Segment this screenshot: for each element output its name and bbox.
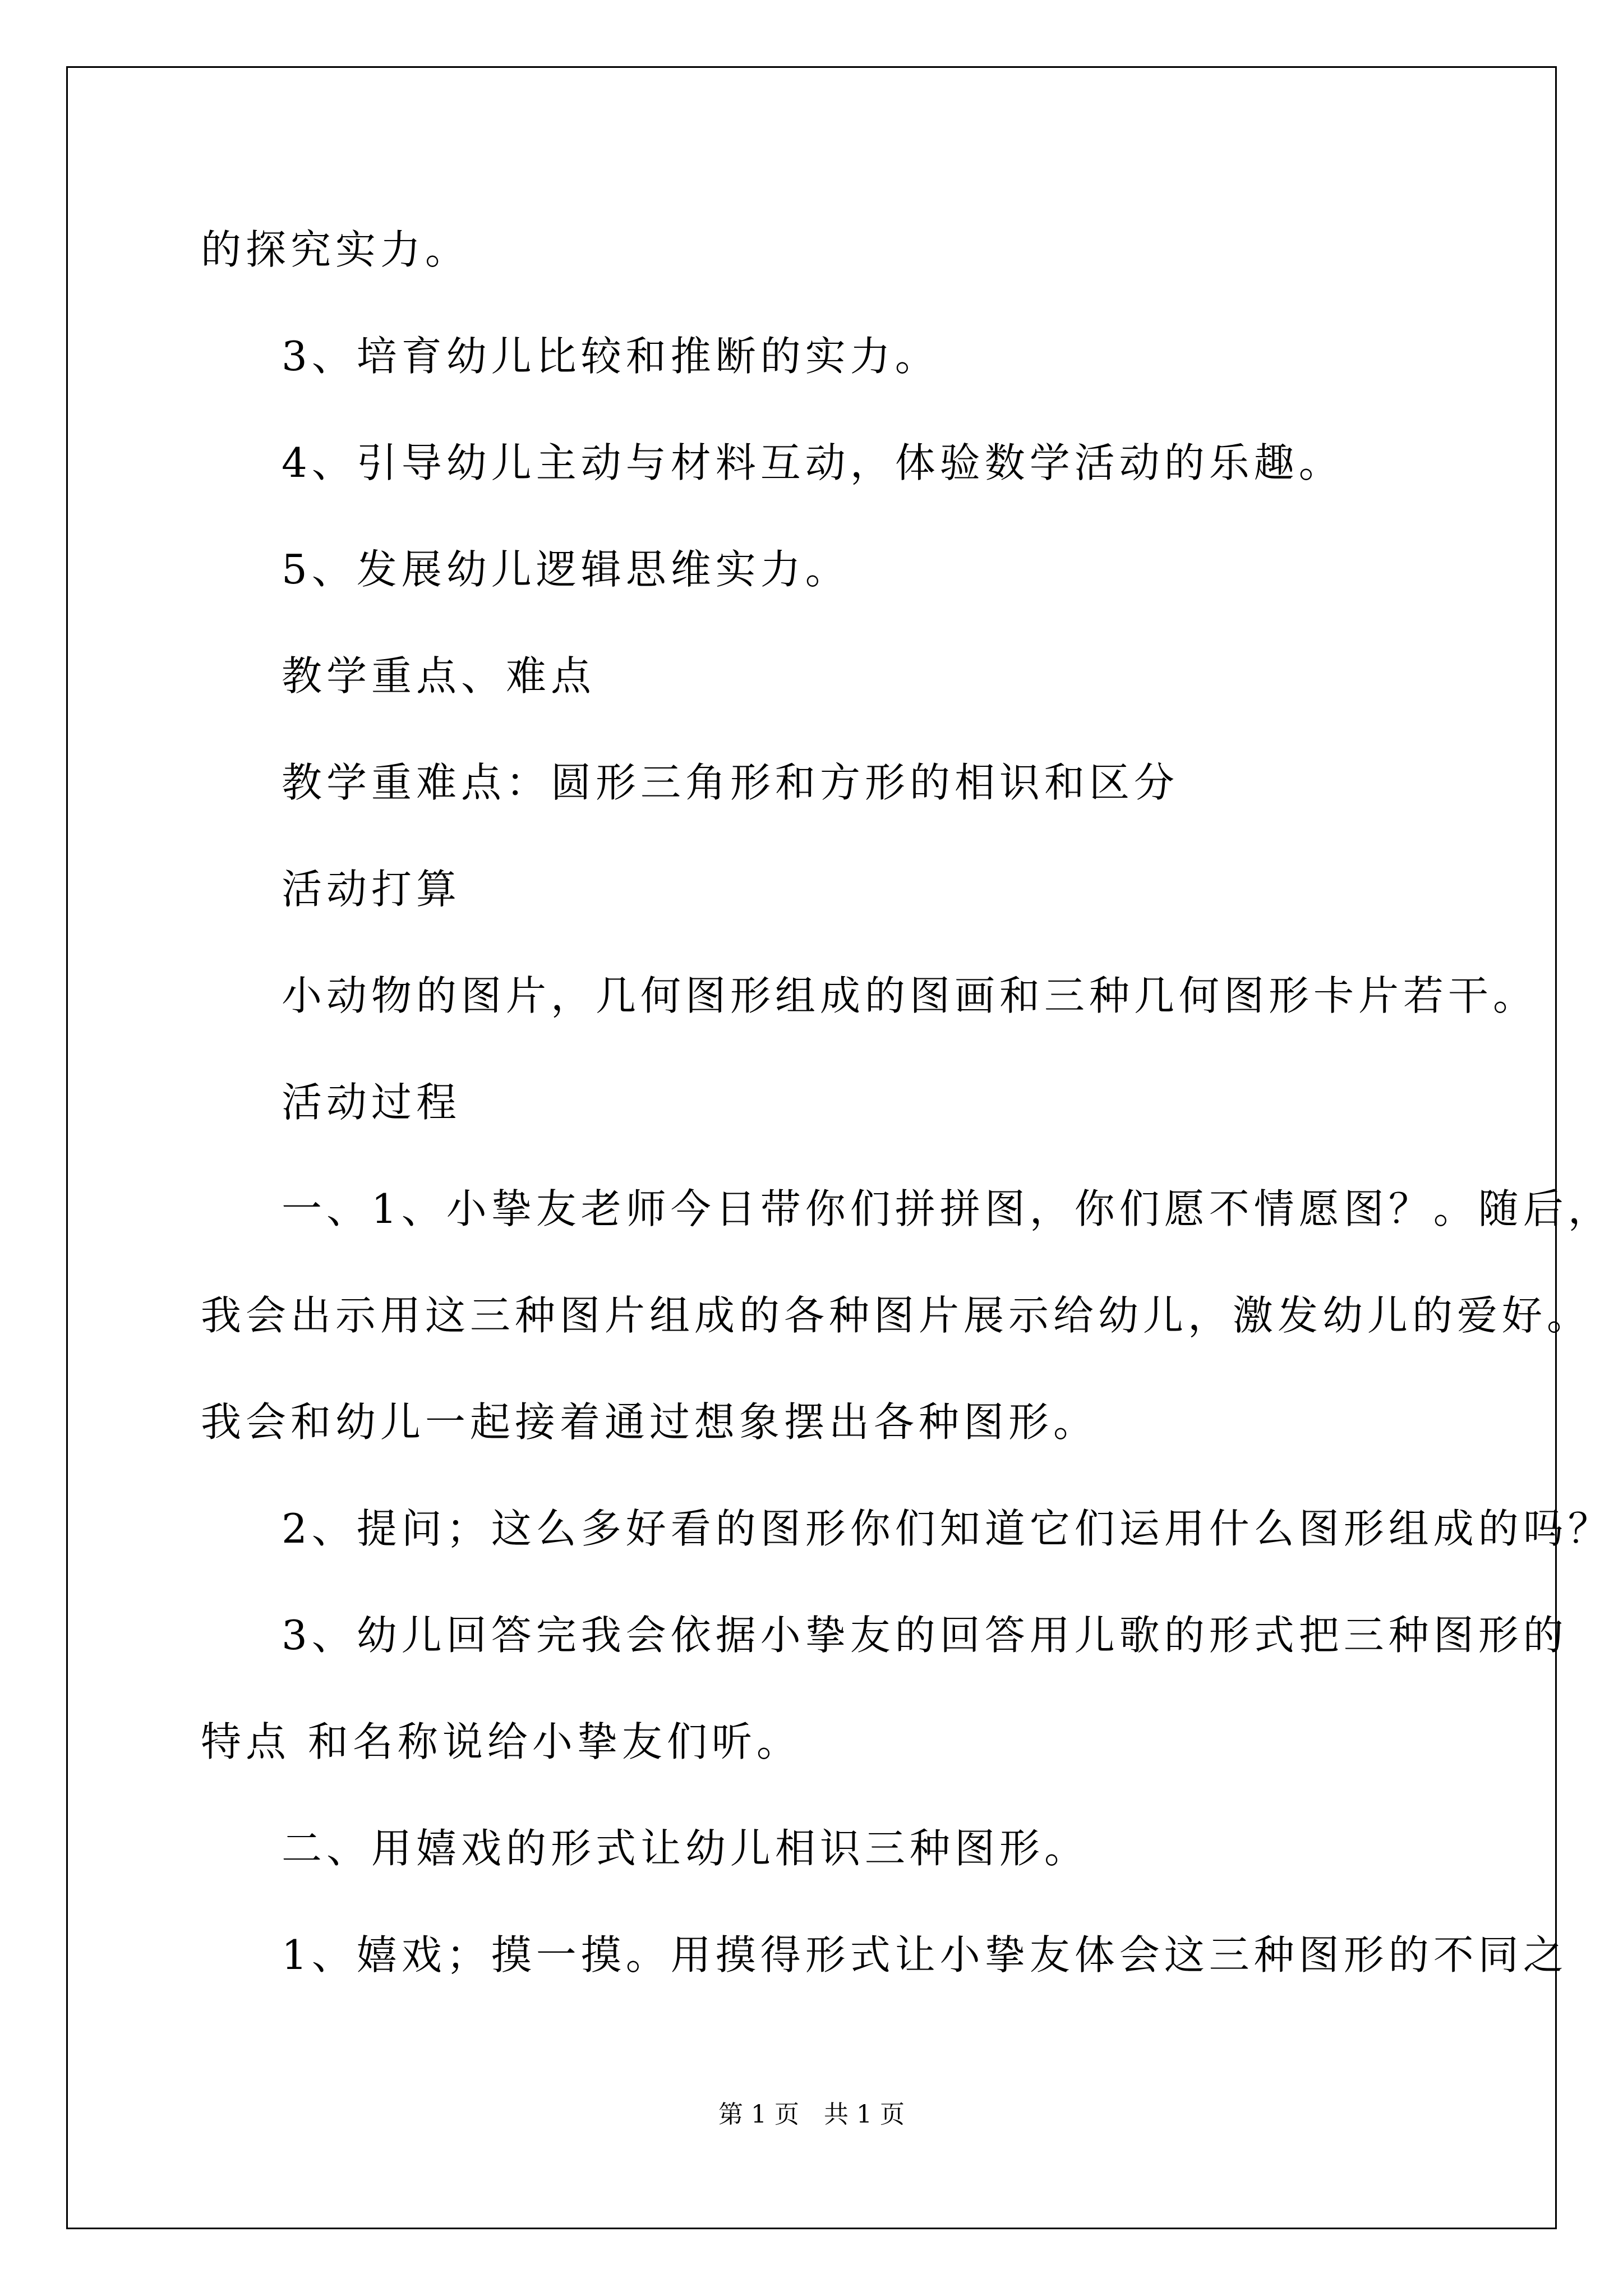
section-heading: 活动打算 [282,866,462,913]
text-line: 二、用嬉戏的形式让幼儿相识三种图形。 [282,1825,1090,1872]
text-line: 4、引导幼儿主动与材料互动，体验数学活动的乐趣。 [282,439,1344,486]
text-line: 5、发展幼儿逻辑思维实力。 [282,546,850,593]
page-border [66,66,1557,2229]
section-heading: 活动过程 [282,1079,462,1126]
text-line: 小动物的图片，几何图形组成的图画和三种几何图形卡片若干。 [282,972,1538,1019]
page-footer: 第 1 页 共 1 页 [718,2100,905,2129]
section-heading: 教学重点、难点 [282,652,596,700]
text-line: 3、培育幼儿比较和推断的实力。 [282,333,940,380]
text-line: 我会和幼儿一起接着通过想象摆出各种图形。 [201,1398,1099,1446]
text-line: 2、提问；这么多好看的图形你们知道它们运用什么图形组成的吗？ [282,1505,1613,1552]
text-line: 我会出示用这三种图片组成的各种图片展示给幼儿，激发幼儿的爱好。 [201,1292,1592,1339]
text-line: 特点 和名称说给小挚友们听。 [201,1718,801,1765]
text-line: 3、幼儿回答完我会依据小挚友的回答用儿歌的形式把三种图形的 [282,1612,1568,1659]
text-line: 1、嬉戏；摸一摸。用摸得形式让小挚友体会这三种图形的不同之 [282,1931,1568,1978]
text-line: 教学重难点：圆形三角形和方形的相识和区分 [282,759,1179,806]
text-line: 的探究实力。 [201,226,471,273]
text-line: 一、1、小挚友老师今日带你们拼拼图，你们愿不情愿图？。随后， [282,1185,1613,1232]
